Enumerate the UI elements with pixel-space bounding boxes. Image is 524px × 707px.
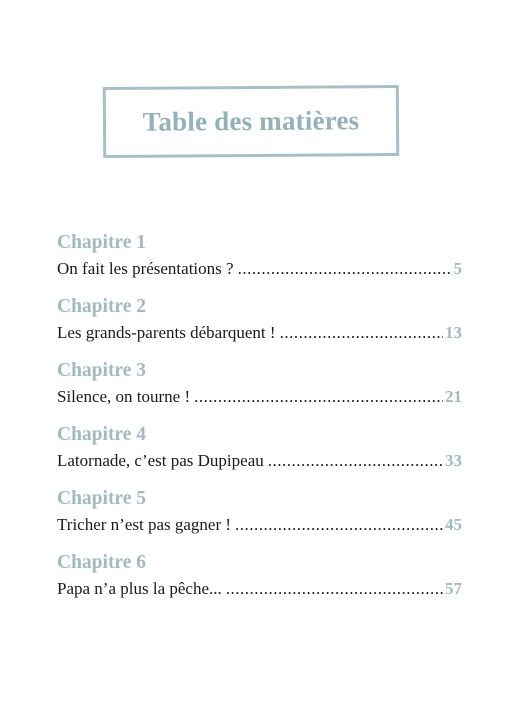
chapter-label: Chapitre 3 bbox=[57, 360, 147, 381]
dot-leader bbox=[268, 449, 443, 473]
toc-entry-6[interactable] bbox=[57, 551, 462, 615]
toc-line bbox=[57, 449, 462, 473]
chapter-label: Chapitre 5 bbox=[57, 488, 147, 509]
toc-line bbox=[57, 577, 462, 601]
page-number: 13 bbox=[445, 323, 462, 342]
page-title: Table des matières bbox=[142, 105, 360, 137]
toc-entry-4[interactable] bbox=[57, 423, 462, 487]
chapter-title: Tricher n’est pas gagner ! bbox=[57, 515, 232, 534]
table-of-contents bbox=[57, 231, 462, 615]
dot-leader bbox=[226, 577, 443, 601]
toc-line bbox=[57, 257, 462, 281]
page-number: 45 bbox=[445, 515, 462, 534]
toc-entry-1[interactable] bbox=[57, 231, 462, 295]
chapter-title: Les grands-parents débarquent ! bbox=[57, 323, 276, 342]
page-number: 57 bbox=[445, 579, 462, 598]
chapter-title: Latornade, c’est pas Dupipeau bbox=[57, 451, 264, 470]
chapter-label: Chapitre 6 bbox=[57, 552, 147, 573]
title-box bbox=[103, 85, 399, 158]
page-number: 5 bbox=[453, 259, 462, 278]
toc-line bbox=[57, 513, 462, 537]
toc-entry-5[interactable] bbox=[57, 487, 462, 551]
toc-line bbox=[57, 321, 462, 345]
chapter-label: Chapitre 4 bbox=[57, 424, 147, 445]
dot-leader bbox=[194, 385, 443, 409]
page-number: 21 bbox=[445, 387, 462, 406]
toc-entry-3[interactable] bbox=[57, 359, 462, 423]
dot-leader bbox=[280, 321, 443, 345]
chapter-label: Chapitre 2 bbox=[57, 296, 147, 317]
chapter-title: On fait les présentations ? bbox=[57, 259, 234, 278]
chapter-title: Papa n’a plus la pêche... bbox=[57, 579, 222, 598]
chapter-label: Chapitre 1 bbox=[57, 232, 147, 253]
dot-leader bbox=[235, 513, 443, 537]
chapter-title: Silence, on tourne ! bbox=[57, 387, 191, 406]
toc-entry-2[interactable] bbox=[57, 295, 462, 359]
dot-leader bbox=[238, 257, 452, 281]
page-number: 33 bbox=[445, 451, 462, 470]
toc-line bbox=[57, 385, 462, 409]
